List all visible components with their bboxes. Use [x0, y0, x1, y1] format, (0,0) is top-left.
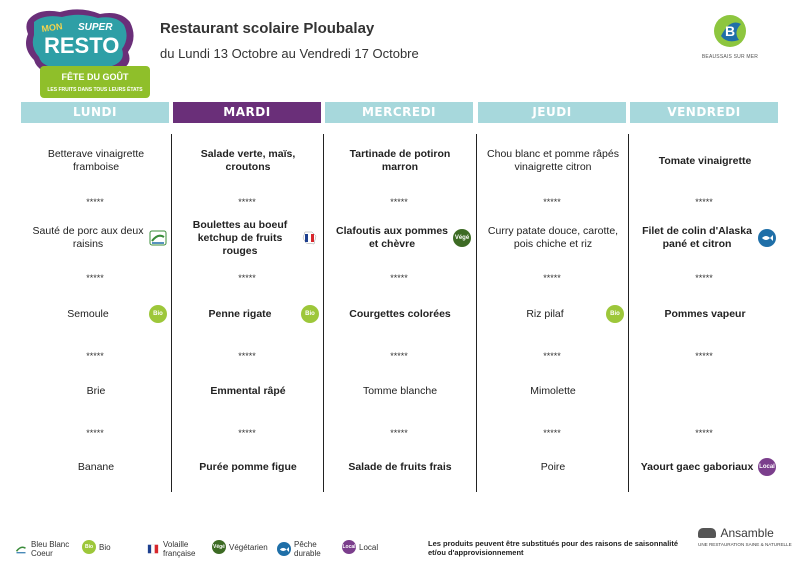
beaussais-icon [713, 14, 747, 48]
course-separator: ***** [543, 273, 561, 283]
menu-item: Penne rigate [208, 307, 272, 320]
course-separator: ***** [238, 351, 256, 361]
course-separator: ***** [86, 197, 104, 207]
logo-tagline: LES FRUITS DANS TOUS LEURS ÉTATS [47, 87, 143, 93]
menu-item: Filet de colin d'Alaska pané et citron [642, 225, 752, 250]
ansamble-icon [698, 528, 716, 538]
menu-item: Salade verte, maïs, croutons [200, 148, 296, 173]
menu-item: Courgettes colorées [349, 307, 451, 320]
day-name: JEUDI [532, 105, 572, 119]
day-header-mercredi [325, 102, 473, 123]
legend-label: Végétarien [229, 542, 268, 552]
logo-line2: SUPER [78, 22, 113, 33]
menu-item: Tomate vinaigrette [658, 154, 752, 167]
column-divider [476, 134, 477, 492]
logo-line3: RESTO [44, 33, 120, 58]
menu-item: Semoule [67, 307, 109, 320]
legend-label: Bio [99, 542, 111, 552]
course-separator: ***** [390, 428, 408, 438]
vf-icon [301, 229, 319, 247]
course-separator: ***** [86, 273, 104, 283]
day-name: VENDREDI [667, 105, 741, 119]
menu-item: Clafoutis aux pommes et chèvre [335, 225, 449, 250]
legend-item [342, 540, 378, 554]
bio-icon: Bio [149, 305, 167, 323]
course-separator: ***** [543, 428, 561, 438]
bio-legend-icon: Bio [82, 540, 96, 554]
logo-banner: FÊTE DU GOÛT [61, 72, 129, 82]
menu-item: Emmental râpé [210, 384, 286, 397]
course-separator: ***** [695, 273, 713, 283]
ansamble-logo [698, 524, 794, 547]
menu-item: Tartinade de potiron marron [349, 148, 451, 173]
legend-label: Local [359, 542, 379, 552]
legend-label: Volaille française [163, 540, 196, 558]
course-separator: ***** [238, 428, 256, 438]
course-separator: ***** [695, 428, 713, 438]
legend-item [277, 540, 342, 558]
column-divider [171, 134, 172, 492]
bio-icon: Bio [301, 305, 319, 323]
legend-item [212, 540, 268, 554]
menu-item: Pommes vapeur [664, 307, 746, 320]
vege-icon: Végé [453, 229, 471, 247]
ansamble-name: Ansamble [720, 526, 774, 540]
vf-legend-icon [146, 542, 160, 556]
course-separator: ***** [390, 351, 408, 361]
legend-label: Bleu Blanc Coeur [31, 540, 70, 558]
local-icon: Local [758, 458, 776, 476]
bbc-legend-icon [14, 542, 28, 556]
brand-name: BEAUSSAIS SUR MER [701, 54, 759, 60]
mon-super-resto-logo [20, 8, 152, 100]
menu-item: Riz pilaf [526, 307, 564, 320]
peche-legend-icon [277, 542, 291, 556]
day-name: LUNDI [73, 105, 117, 119]
day-name: MARDI [223, 105, 271, 119]
menu-item: Yaourt gaec gaboriaux [640, 460, 754, 473]
day-header-lundi [21, 102, 169, 123]
menu-item: Mimolette [530, 384, 576, 397]
day-header-mardi [173, 102, 321, 123]
substitution-note: Les produits peuvent être substitués pour des raisons de saisonnalité et/ou d'approvisionnement [428, 539, 679, 557]
page-subtitle: du Lundi 13 Octobre au Vendredi 17 Octobre [160, 46, 419, 61]
course-separator: ***** [86, 351, 104, 361]
menu-item: Banane [77, 460, 115, 473]
day-header-vendredi [630, 102, 778, 123]
menu-item: Brie [86, 384, 106, 397]
peche-icon [758, 229, 776, 247]
menu-item: Curry patate douce, carotte, pois chiche et riz [487, 225, 619, 250]
beaussais-logo [700, 14, 760, 60]
bbc-icon [149, 229, 167, 247]
bio-icon: Bio [606, 305, 624, 323]
menu-item: Tomme blanche [362, 384, 438, 397]
logo-line1: MON [40, 21, 64, 34]
svg-text:B: B [724, 23, 736, 39]
ansamble-tagline: UNE RESTAURATION SAINE & NATURELLE [698, 542, 792, 547]
legend-item [14, 540, 79, 558]
day-name: MERCREDI [361, 105, 437, 119]
legend-label: Pêche durable [294, 540, 321, 558]
day-header-jeudi [478, 102, 626, 123]
course-separator: ***** [390, 273, 408, 283]
menu-item: Poire [540, 460, 566, 473]
vege-legend-icon: Végé [212, 540, 226, 554]
course-separator: ***** [238, 197, 256, 207]
page-title: Restaurant scolaire Ploubalay [160, 20, 375, 37]
course-separator: ***** [695, 197, 713, 207]
course-separator: ***** [390, 197, 408, 207]
menu-item: Chou blanc et pomme râpés vinaigrette citron [487, 148, 619, 173]
menu-item: Boulettes au boeuf ketchup de fruits rouges [192, 218, 288, 257]
legend-item [82, 540, 111, 554]
menu-item: Betterave vinaigrette framboise [47, 148, 145, 173]
local-legend-icon: Local [342, 540, 356, 554]
course-separator: ***** [543, 351, 561, 361]
course-separator: ***** [86, 428, 104, 438]
menu-item: Sauté de porc aux deux raisins [32, 225, 144, 250]
course-separator: ***** [543, 197, 561, 207]
legend-item [146, 540, 211, 558]
menu-item: Salade de fruits frais [348, 460, 452, 473]
menu-item: Purée pomme figue [199, 460, 297, 473]
course-separator: ***** [695, 351, 713, 361]
column-divider [323, 134, 324, 492]
course-separator: ***** [238, 273, 256, 283]
column-divider [628, 134, 629, 492]
